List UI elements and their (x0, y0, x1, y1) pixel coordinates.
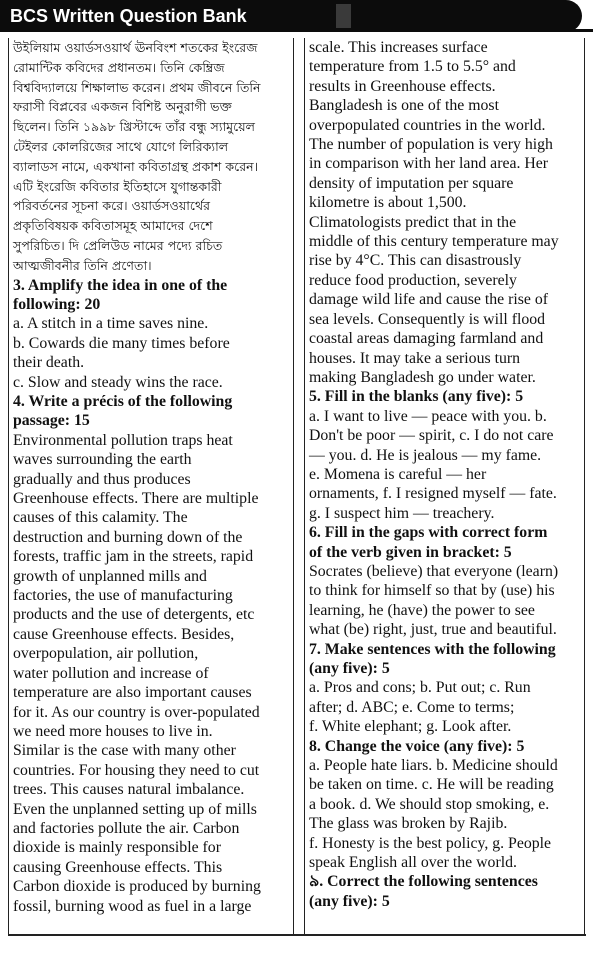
q6-line: to think for himself so that by (use) his (309, 582, 555, 600)
q7-heading: (any five): 5 (309, 660, 390, 677)
passage-line: for it. As our country is over-populated (13, 703, 260, 721)
q7-line: after; d. ABC; e. Come to terms; (309, 698, 515, 716)
q4-heading: passage: 15 (13, 412, 90, 430)
q7-heading: 7. Make sentences with the following (309, 640, 556, 658)
passage-line: causes of this calamity. The (13, 509, 188, 527)
passage-line: damage wild life and cause the rise of (309, 291, 549, 309)
bangla-line: ব্যালাডস নামে, একখানা কবিতাগ্রন্থ প্রকাশ করেন। (13, 158, 259, 174)
passage-line: fossil, burning wood as fuel in a large (13, 897, 252, 915)
right-column (304, 38, 585, 936)
q6-line: what (be) right, just, true and beautiful. (309, 621, 557, 639)
q8-line: a book. d. We should stop smoking, e. (309, 795, 550, 813)
q3-item: a. A stitch in a time saves nine. (13, 315, 209, 333)
bangla-line: ছিলেন। তিনি ১৯৯৮ খ্রিস্টাব্দে তাঁর বন্ধু স্যামুয়েল (13, 119, 256, 135)
bangla-paragraph (13, 38, 289, 276)
passage-line: making Bangladesh go under water. (309, 368, 536, 386)
bangla-line: এটি ইংরেজি কবিতার ইতিহাসে যুগান্তকারী (13, 178, 222, 194)
passage-line: in comparison with her land area. Her (309, 155, 549, 173)
passage-line: cause Greenhouse effects. Besides, (13, 625, 235, 643)
passage-line: factories, the use of manufacturing (13, 587, 233, 605)
passage-line: waves surrounding the earth (13, 451, 192, 469)
q5-line: ornaments, f. I resigned myself — fate. (309, 485, 557, 503)
bangla-line: আত্মজীবনীর তিনি প্রণেতা। (13, 257, 152, 273)
passage-line: density of imputation per square (309, 174, 514, 192)
passage-line: overpopulation, air pollution, (13, 645, 199, 663)
passage-line: forests, traffic jam in the streets, rapid (13, 548, 254, 566)
q3-item: b. Cowards die many times before (13, 334, 230, 352)
q5-line: a. I want to live — peace with you. b. (309, 407, 547, 425)
passage-line: middle of this century temperature may (309, 233, 559, 251)
passage-line: we need more houses to live in. (13, 722, 213, 740)
q5-line: e. Momena is careful — her (309, 465, 487, 483)
q4-heading: 4. Write a précis of the following (13, 393, 233, 410)
passage-line: overpopulated countries in the world. (309, 116, 546, 134)
q3-heading: following: 20 (13, 295, 101, 313)
passage-line: results in Greenhouse effects. (309, 77, 496, 95)
passage-line: Carbon dioxide is produced by burning (13, 878, 261, 896)
passage-line: Greenhouse effects. There are multiple (13, 490, 259, 508)
passage-line: Climatologists predict that in the (309, 213, 517, 231)
q8-line: a. People hate liars. b. Medicine should (309, 757, 558, 775)
q8-line: The glass was broken by Rajib. (309, 815, 508, 833)
passage-line: destruction and burning down of the (13, 528, 243, 546)
passage-line: causing Greenhouse effects. This (13, 858, 223, 876)
q6-line: learning, he (have) the power to see (309, 601, 535, 619)
passage-line: sea levels. Consequently is will flood (309, 310, 546, 328)
passage-line: Environmental pollution traps heat (13, 431, 233, 449)
passage-line: reduce food production, severely (309, 271, 517, 289)
passage-line: water pollution and increase of (13, 664, 209, 682)
bangla-line: টেইলর কোলরিজের সাথে যোগে লিরিক্যাল (13, 138, 229, 154)
q5-line: Don't be poor — spirit, c. I do not care (309, 427, 554, 445)
q5-heading: 5. Fill in the blanks (any five): 5 (309, 388, 524, 406)
bangla-line: প্রকৃতিবিষয়ক কবিতাসমূহ আমাদের দেশে (13, 218, 213, 234)
passage-line: temperature are also important causes (13, 684, 252, 702)
passage-line: and factories pollute the air. Carbon (13, 819, 240, 837)
passage-line: The number of population is very high (309, 136, 553, 154)
passage-line: gradually and thus produces (13, 470, 191, 488)
bangla-line: রোমান্টিক কবিদের প্রধানতম। তিনি কেম্ব্রিজ (13, 59, 225, 75)
q6-heading: of the verb given in bracket: 5 (309, 543, 512, 561)
passage-line: Similar is the case with many other (13, 742, 236, 760)
header-mark (336, 4, 351, 28)
passage-line: rise by 4°C. This can disastrously (309, 252, 522, 270)
q5-line: — you. d. He is jealous — my fame. (309, 446, 542, 464)
bangla-line: ফরাসী বিপ্লবের একজন বিশিষ্ট অনুরাগী ভক্ত (13, 99, 232, 115)
page-header (0, 0, 601, 32)
bangla-line: পরিবর্তনের সূচনা করে। ওয়ার্ডসওয়ার্থের (13, 198, 211, 214)
q8-heading: 8. Change the voice (any five): 5 (309, 737, 525, 755)
q9-heading: (any five): 5 (309, 892, 390, 910)
bangla-line: সুপরিচিত। দি প্রেলিউড নামের পদ্যে রচিত (13, 237, 223, 253)
q8-line: be taken on time. c. He will be reading (309, 776, 554, 794)
header-title: BCS Written Question Bank (10, 6, 247, 26)
q8-line: f. Honesty is the best policy, g. People (309, 834, 552, 852)
q6-heading: 6. Fill in the gaps with correct form (309, 524, 548, 542)
passage-line: coastal areas damaging farmland and (309, 330, 544, 348)
passage-line: products and the use of detergents, etc (13, 606, 255, 624)
passage-line: kilometre is about 1,500. (309, 194, 467, 212)
bangla-line: বিশ্ববিদ্যালয়ে শিক্ষালাভ করেন। প্রথম জীবনে তিনি (13, 79, 261, 95)
q7-line: a. Pros and cons; b. Put out; c. Run (309, 679, 531, 697)
q7-line: f. White elephant; g. Look after. (309, 718, 512, 736)
passage-line: houses. It may take a serious turn (309, 349, 521, 367)
passage-line: Even the unplanned setting up of mills (13, 800, 257, 818)
left-column (8, 38, 294, 936)
q3-heading: 3. Amplify the idea in one of the (13, 276, 228, 294)
q3-item: their death. (13, 354, 85, 372)
passage-line: Bangladesh is one of the most (309, 97, 499, 115)
q5-line: g. I suspect him — treachery. (309, 504, 495, 522)
passage-line: trees. This causes natural imbalance. (13, 781, 245, 799)
bottom-rule (8, 934, 586, 936)
header-rule (313, 29, 593, 32)
passage-line: scale. This increases surface (309, 39, 488, 56)
q3-item: c. Slow and steady wins the race. (13, 373, 223, 391)
passage-line: growth of unplanned mills and (13, 567, 207, 585)
q9-heading: ৯. Correct the following sentences (309, 873, 538, 891)
passage-line: temperature from 1.5 to 5.5° and (309, 58, 516, 76)
passage-line: countries. For housing they need to cut (13, 761, 260, 779)
precis-passage-continued (309, 38, 580, 387)
bangla-line: উইলিয়াম ওয়ার্ডসওয়ার্থ ঊনবিংশ শতকের ইংরেজ (13, 40, 258, 55)
precis-passage (13, 431, 289, 916)
passage-line: dioxide is mainly responsible for (13, 839, 221, 857)
q6-line: Socrates (believe) that everyone (learn) (309, 562, 559, 580)
q8-line: speak English all over the world. (309, 854, 517, 872)
